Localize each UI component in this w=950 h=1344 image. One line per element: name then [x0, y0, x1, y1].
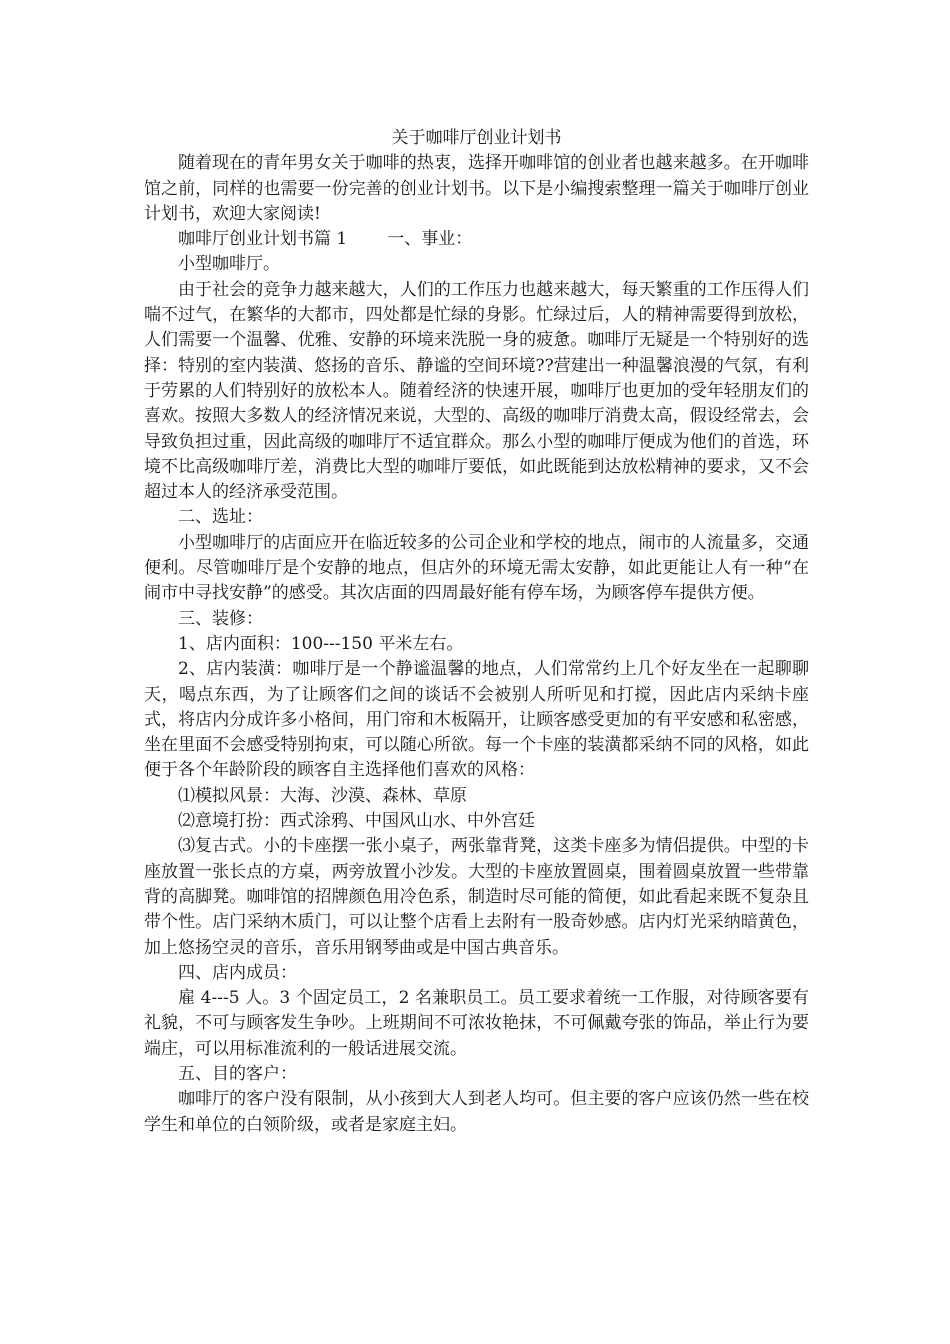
section2-heading: 二、选址：	[178, 507, 263, 528]
section3-item1: 1、店内面积：100---150 平米左右。	[178, 633, 464, 654]
section4-heading: 四、店内成员：	[178, 962, 297, 983]
intro-paragraph: 随着现在的青年男女关于咖啡的热衷，选择开咖啡馆的创业者也越来越多。在开咖啡馆之前，同样的也需要一份完善的创业计划书。以下是小编搜索整理一篇关于咖啡厅创业计划书，欢迎大家阅读!	[144, 153, 809, 224]
section2-body: 小型咖啡厅的店面应开在临近较多的公司企业和学校的地点，闹市的人流量多，交通便利。尽管咖啡厅是个安静的地点，但店外的环境无需太安静，如此更能让人有一种“在闹市中寻找安静”的感受。其次店面的四周最好能有停车场，为顾客停车提供方便。	[144, 532, 809, 604]
chapter-line	[144, 227, 809, 252]
document-title: 关于咖啡厅创业计划书	[391, 128, 562, 148]
section1-heading: 一、事业：	[387, 229, 473, 250]
document-page	[144, 126, 809, 1138]
section4-body: 雇 4---5 人。3 个固定员工，2 名兼职员工。员工要求着统一工作服，对待顾客要有礼貌，不可与顾客发生争吵。上班期间不可浓妆艳抹，不可佩戴夸张的饰品，举止行为要端庄，可以用标准流利的一般话进展交流。	[144, 988, 809, 1059]
section5-heading: 五、目的客户：	[178, 1063, 297, 1084]
section3-heading: 三、装修：	[178, 608, 263, 629]
section3-style1: ⑴模拟风景：大海、沙漠、森林、草原	[178, 785, 467, 806]
section3-style3: ⑶复古式。小的卡座摆一张小桌子，两张靠背凳，这类卡座多为情侣提供。中型的卡座放置一张长点的方桌，两旁放置小沙发。大型的卡座放置圆桌，围着圆桌放置一些带靠背的高脚凳。咖啡馆的招牌颜色用冷色系，制造时尽可能的简便，如此看起来既不复杂且带个性。店门采纳木质门，可以让整个店看上去附有一股奇妙感。店内灯光采纳暗黄色，加上悠扬空灵的音乐，音乐用钢琴曲或是中国古典音乐。	[144, 836, 809, 958]
chapter-label: 咖啡厅创业计划书篇 1	[178, 229, 348, 250]
section1-type: 小型咖啡厅。	[178, 254, 280, 275]
section3-item2: 2、店内装潢：咖啡厅是一个静谧温馨的地点，人们常常约上几个好友坐在一起聊聊天，喝点东西，为了让顾客们之间的谈话不会被别人所听见和打搅，因此店内采纳卡座式，将店内分成许多小格间，用门帘和木板隔开，让顾客感受更加的有平安感和私密感，坐在里面不会感受特别拘束，可以随心所欲。每一个卡座的装潢都采纳不同的风格，如此便于各个年龄阶段的顾客自主选择他们喜欢的风格：	[144, 659, 809, 781]
section3-style2: ⑵意境打扮：西式涂鸦、中国风山水、中外宫廷	[178, 811, 535, 832]
section5-body: 咖啡厅的客户没有限制，从小孩到大人到老人均可。但主要的客户应该仍然一些在校学生和单位的白领阶级，或者是家庭主妇。	[144, 1089, 809, 1135]
section1-body: 由于社会的竞争力越来越大，人们的工作压力也越来越大，每天繁重的工作压得人们喘不过气，在繁华的大都市，四处都是忙绿的身影。忙绿过后，人的精神需要得到放松，人们需要一个温馨、优雅、安静的环境来洗脱一身的疲惫。咖啡厅无疑是一个特别好的选择：特别的室内装潢、悠扬的音乐、静谧的空间环境??营建出一种温馨浪漫的气氛，有利于劳累的人们特别好的放松本人。随着经济的快速开展，咖啡厅也更加的受年轻朋友们的喜欢。按照大多数人的经济情况来说，大型的、高级的咖啡厅消费太高，假设经常去，会导致负担过重，因此高级的咖啡厅不适宜群众。那么小型的咖啡厅便成为他们的首选，环境不比高级咖啡厅差，消费比大型的咖啡厅要低，如此既能到达放松精神的要求，又不会超过本人的经济承受范围。	[144, 279, 809, 503]
